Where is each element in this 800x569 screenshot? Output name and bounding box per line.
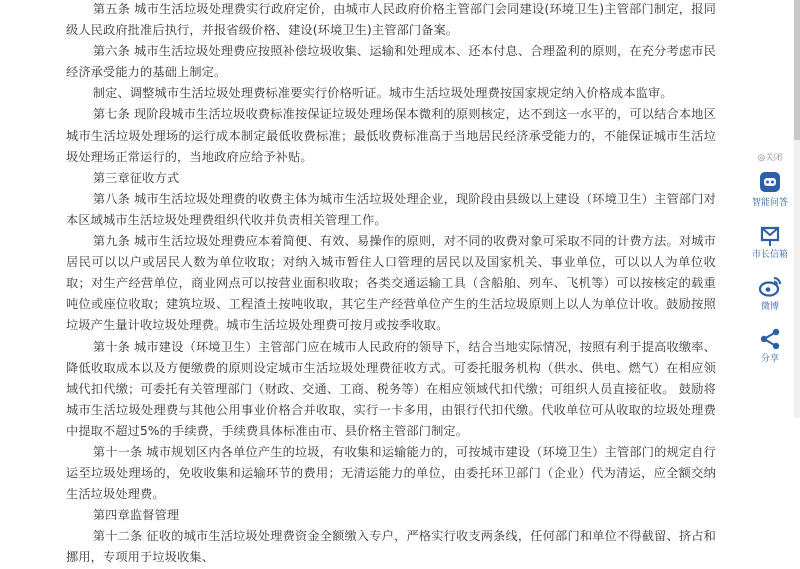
scrollbar-thumb[interactable] (794, 0, 800, 140)
robot-icon (756, 170, 784, 196)
article-paragraph: 第十一条 城市规划区内各单位产生的垃圾，有收集和运输能力的，可按城市建设（环境卫生）主管部门的规定自行运至垃圾处理场的，免收收集和运输环节的费用；无清运能力的单位，由委托环卫部门（企业）代为清运，应全额交纳生活垃圾处理费。 (66, 444, 716, 502)
article-body (66, 0, 716, 569)
sidebar-item-label: 微博 (760, 302, 779, 312)
article-paragraph: 制定、调整城市生活垃圾处理费标准要实行价格听证。城市生活垃圾处理费按国家规定纳入价格成本监审。 (92, 86, 673, 101)
share-icon (756, 326, 784, 352)
chapter-heading: 第三章征收方式 (92, 170, 180, 185)
sidebar-item-mayor-mailbox[interactable] (752, 222, 788, 261)
sidebar-item-smart-qa[interactable] (752, 170, 788, 209)
sidebar-item-weibo[interactable] (752, 274, 788, 313)
sidebar-item-label: 市长信箱 (751, 250, 788, 260)
sidebar-close-button[interactable]: ◎关闭 (757, 153, 783, 163)
article-paragraph: 第十条 城市建设（环境卫生）主管部门应在城市人民政府的领导下，结合当地实际情况，按照有利于提高收缴率、降低收取成本以及方便缴费的原则设定城市生活垃圾处理费征收方式。可委托服务机构（供水、供电、燃气）在相应领域代扣代缴；可委托有关管理部门（财政、交通、工商、税务等）在相应领域代扣代缴；可组织人员直接征收。 鼓励将城市生活垃圾处理费与其他公用事业价格合并收取，实行一卡多用，由银行代扣代缴。代收单位可从收取的垃圾处理费中提取不超过5%的手续费，手续费具体标准由市、县价格主管部门制定。 (66, 339, 716, 438)
sidebar-item-label: 智能问答 (751, 198, 788, 208)
article-paragraph: 第九条 城市生活垃圾处理费应本着简便、有效、易操作的原则，对不同的收费对象可采取不同的计费方法。对城市居民可以以户或居民人数为单位收取；对纳入城市暂住人口管理的居民以及国家机关、事业单位，可以以人为单位收取；对生产经营单位，商业网点可以按营业面积收取；各类交通运输工具（含船舶、列车、飞机等）可以按核定的载重吨位或座位收取；建筑垃圾、工程渣土按吨收取，其它生产经营单位产生的生活垃圾原则上以人为单位计收。鼓励按照垃圾产生量计收垃圾处理费。城市生活垃圾处理费可按月或按季收取。 (66, 234, 716, 333)
floating-sidebar (752, 152, 788, 378)
chapter-heading: 第四章监督管理 (92, 508, 180, 523)
weibo-icon (756, 274, 784, 300)
sidebar-item-label: 分享 (760, 354, 779, 364)
article-paragraph: 第八条 城市生活垃圾处理费的收费主体为城市生活垃圾处理企业，现阶段由县级以上建设（环境卫生）主管部门对本区域城市生活垃圾处理费组织代收并负责相关管理工作。 (66, 191, 716, 227)
page-scrollbar[interactable] (794, 0, 800, 418)
sidebar-item-share[interactable] (752, 326, 788, 365)
mailbox-icon (756, 222, 784, 248)
article-paragraph: 第七条 现阶段城市生活垃圾收费标准按保证垃圾处理场保本微利的原则核定，达不到这一水平的，可以结合本地区城市生活垃圾处理场的运行成本制定最低收费标准；最低收费标准高于当地居民经济承受能力的，不能保证城市生活垃圾处理场正常运行的，当地政府应给予补贴。 (66, 107, 716, 164)
article-paragraph: 第十二条 征收的城市生活垃圾处理费资金全额缴入专户，严格实行收支两条线，任何部门和单位不得截留、挤占和挪用，专项用于垃圾收集、 (66, 529, 716, 565)
article-paragraph: 第六条 城市生活垃圾处理费应按照补偿垃圾收集、运输和处理成本、还本付息、合理盈利的原则，在充分考虑市民经济承受能力的基础上制定。 (66, 44, 716, 80)
article-paragraph: 第五条 城市生活垃圾处理费实行政府定价，由城市人民政府价格主管部门会同建设(环境卫生)主管部门制定，报同级人民政府批准后执行，并报省级价格、建设(环境卫生)主管部门备案。 (66, 2, 716, 38)
